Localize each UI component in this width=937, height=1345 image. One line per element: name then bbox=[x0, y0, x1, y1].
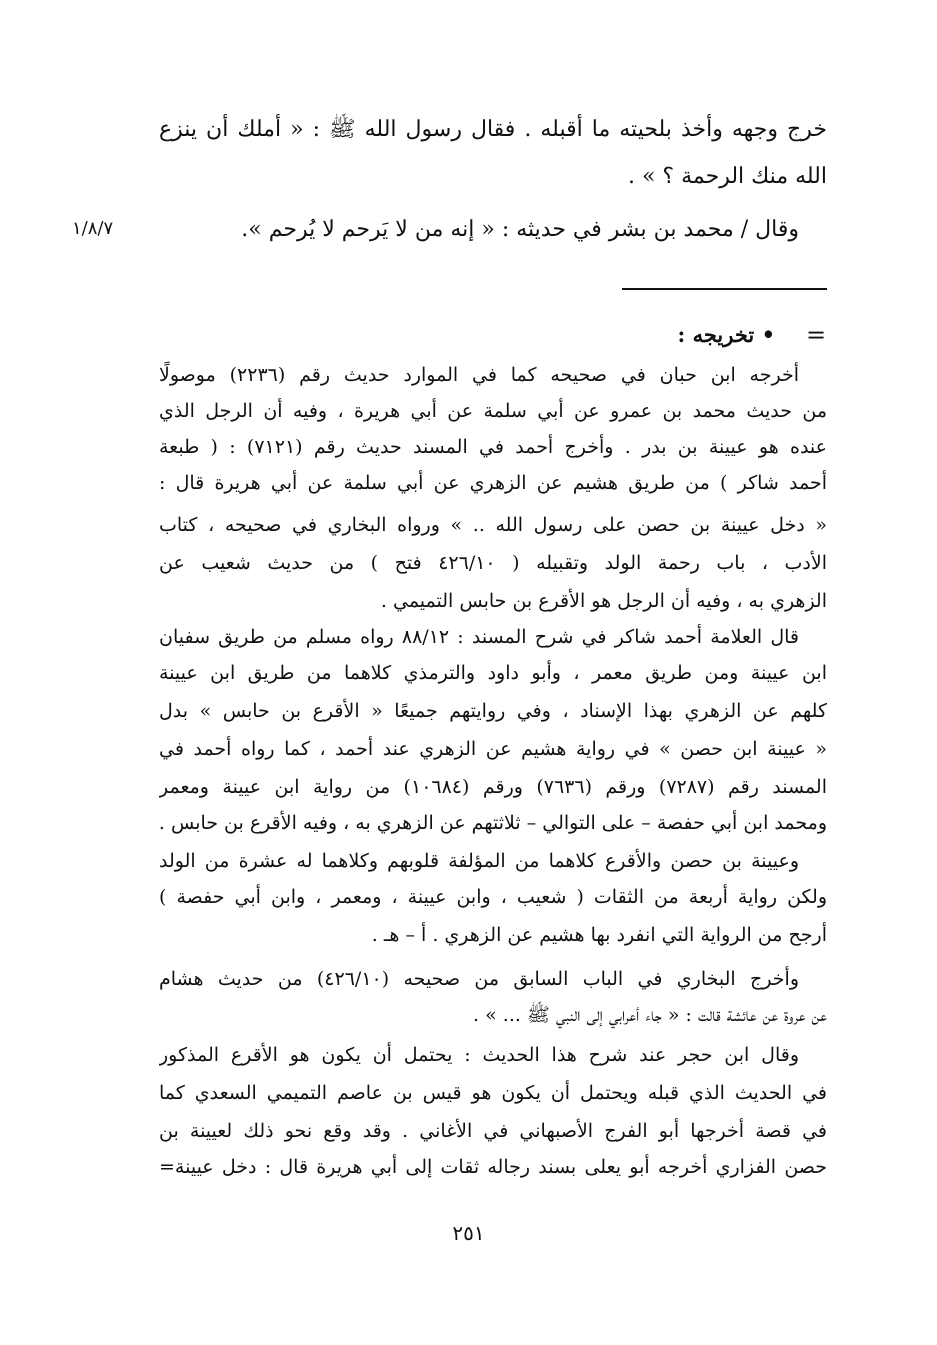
footnote-separator-rule bbox=[622, 288, 827, 290]
takhrij-line-15: ولكن رواية أربعة من الثقات ( شعيب ، وابن عيينة ، ومعمر ، وابن أبي حفصة ) bbox=[159, 886, 827, 908]
takhrij-line-13: ومحمد ابن أبي حفصة – على التوالي – ثلاثتهم عن الزهري به ، وفيه الأقرع بن حابس . bbox=[159, 812, 827, 834]
takhrij-line-9: ابن عيينة ومن طريق معمر ، وأبو داود والترمذي كلاهما من طريق ابن عيينة bbox=[159, 662, 827, 684]
takhrij-line-14: وعيينة بن حصن والأقرع كلاهما من المؤلفة قلوبهم وكلاهما له عشرة من الولد bbox=[159, 850, 799, 872]
takhrij-line-20: في الحديث الذي قبله ويحتمل أن يكون هو قيس بن عاصم التميمي السعدي كما bbox=[159, 1082, 827, 1104]
takhrij-line-7: الزهري به ، وفيه أن الرجل هو الأقرع بن حابس التميمي . bbox=[380, 590, 827, 612]
page-number: ٢٥١ bbox=[452, 1221, 485, 1245]
takhrij-line-12: المسند رقم (٧٢٨٧) ورقم (٧٦٣٦) ورقم (١٠٦٨٤) من رواية ابن عيينة ومعمر bbox=[159, 776, 827, 798]
top-text-line-3: وقال / محمد بن بشر في حديثه : « إنه من لا يَرحم لا يُرحم ». bbox=[241, 217, 799, 242]
takhrij-line-3: عنده هو عيينة بن بدر . وأخرج أحمد في المسند حديث رقم (٧١٢١) : ( طبعة bbox=[159, 436, 827, 458]
takhrij-line-19: وقال ابن حجر عند شرح هذا الحديث : يحتمل أن يكون هو الأقرع المذكور bbox=[159, 1044, 799, 1066]
takhrij-line-2: من حديث محمد بن عمرو عن أبي سلمة عن أبي هريرة ، وفيه أن الرجل الذي bbox=[159, 400, 827, 422]
continuation-marker: = bbox=[806, 321, 827, 349]
takhrij-line-11: « عيينة ابن حصن » في رواية هشيم عن الزهري عند أحمد ، كما رواه أحمد في bbox=[159, 738, 827, 760]
takhrij-line-1: أخرجه ابن حبان في صحيحه كما في الموارد حديث رقم (٢٢٣٦) موصولًا bbox=[159, 364, 800, 386]
takhrij-line-21: في قصة أخرجها أبو الفرج الأصبهاني في الأغاني . وقد وقع نحو ذلك لعيينة بن bbox=[159, 1120, 827, 1142]
takhrij-heading: • تخريجه : bbox=[677, 322, 775, 347]
takhrij-line-4: أحمد شاكر ) من طريق هشيم عن الزهري عن أبي سلمة عن أبي هريرة قال : bbox=[159, 472, 827, 494]
takhrij-line-6: الأدب ، باب رحمة الولد وتقبيله ( ٤٢٦/١٠ فتح ) من حديث شعيب عن bbox=[159, 552, 827, 574]
takhrij-line-18: عن عروة عن عائشة قالت : « جاء أعرابي إلى النبي ﷺ ... » . bbox=[473, 1004, 827, 1026]
takhrij-line-5: « دخل عيينة بن حصن على رسول الله .. » ورواه البخاري في صحيحه ، كتاب bbox=[159, 514, 827, 536]
takhrij-line-22: حصن الفزاري أخرجه أبو يعلى بسند رجاله ثقات إلى أبي هريرة قال : دخل عيينة= bbox=[159, 1156, 827, 1178]
takhrij-line-8: قال العلامة أحمد شاكر في شرح المسند : ٨٨/١٢ رواه مسلم من طريق سفيان bbox=[159, 626, 800, 648]
takhrij-line-17: وأخرج البخاري في الباب السابق من صحيحه (٤٢٦/١٠) من حديث هشام bbox=[159, 968, 799, 990]
takhrij-line-10: كلهم عن الزهري بهذا الإسناد ، وفي روايتهم جميعًا « الأقرع بن حابس » بدل bbox=[159, 700, 827, 722]
margin-reference-note: ١/٨/٧ bbox=[72, 218, 114, 239]
takhrij-line-16: أرجح من الرواية التي انفرد بها هشيم عن الزهري . أ – هـ . bbox=[371, 924, 827, 946]
top-text-line-1: خرج وجهه وأخذ بلحيته ما أقبله . فقال رسول الله ﷺ : « أملك أن ينزع bbox=[159, 117, 827, 142]
top-text-line-2: الله منك الرحمة ؟ » . bbox=[627, 164, 827, 189]
